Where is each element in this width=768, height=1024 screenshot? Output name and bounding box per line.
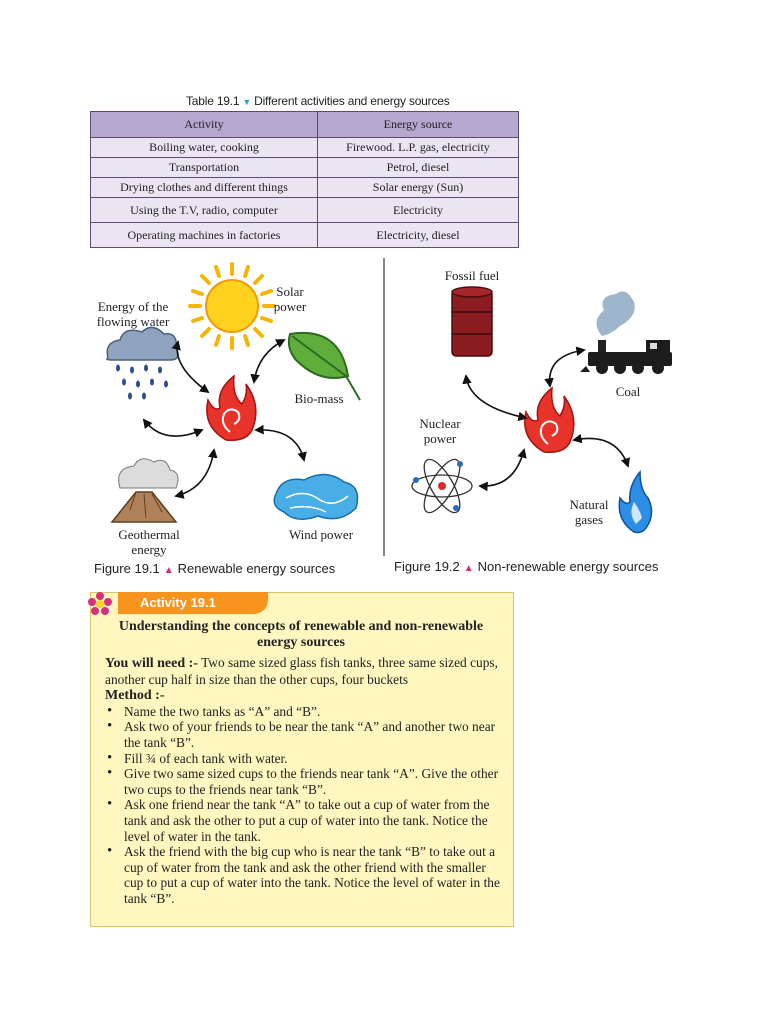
label-natural-gases: Natural gases	[569, 497, 609, 527]
table-header-row	[91, 112, 519, 138]
arrow-flame-fossil	[466, 376, 526, 418]
activity-tab-label: Activity 19.1	[140, 595, 216, 610]
arrow-flame-water	[144, 420, 202, 436]
flame-icon	[207, 376, 256, 440]
activity-tab	[118, 592, 268, 614]
wind-swirl-icon	[274, 474, 357, 519]
energy-table	[90, 111, 519, 248]
cell-activity: Using the T.V, radio, computer	[91, 198, 318, 223]
label-coal: Coal	[615, 384, 641, 399]
cell-energy-source: Electricity	[318, 198, 519, 223]
list-item: • Ask one friend near the tank “A” to take out a cup of water from the tank and ask the other to put a cup of water into the tank. Notice the level of water in the tank.	[124, 797, 507, 844]
table-row	[91, 198, 519, 223]
caption-triangle-icon: ▲	[163, 565, 174, 576]
caption-number: Figure 19.1	[94, 561, 160, 576]
arrow-flame-sun	[177, 342, 208, 392]
activity-title: Understanding the concepts of renewable and non-renewable energy sources	[118, 619, 484, 650]
cell-energy-source: Electricity, diesel	[318, 223, 519, 248]
cell-energy-source: Solar energy (Sun)	[318, 178, 519, 198]
cell-activity: Operating machines in factories	[91, 223, 318, 248]
header-energy-source: Energy source	[318, 112, 519, 138]
label-fossil-fuel: Fossil fuel	[444, 268, 500, 283]
caption-triangle-icon: ▲	[463, 563, 474, 574]
flower-icon	[87, 591, 113, 617]
atom-icon	[412, 455, 472, 518]
table-caption-number: Table 19.1	[186, 94, 240, 108]
table-row	[91, 178, 519, 198]
figure-19-1-caption	[94, 561, 335, 576]
list-item: • Ask two of your friends to be near the tank “A” and another two near the tank “B”.	[124, 719, 507, 750]
activity-box	[90, 592, 514, 927]
table-row	[91, 158, 519, 178]
table-caption	[186, 94, 450, 108]
cell-activity: Transportation	[91, 158, 318, 178]
header-activity: Activity	[91, 112, 318, 138]
leaf-icon	[289, 333, 360, 400]
list-item: • Give two same sized cups to the friends near tank “A”. Give the other two cups to the friends near tank “B”.	[124, 766, 507, 797]
label-solar-power: Solar power	[273, 284, 307, 314]
cell-activity: Drying clothes and different things	[91, 178, 318, 198]
caption-text: Renewable energy sources	[177, 561, 336, 576]
arrow-flame-coal	[550, 350, 584, 386]
gas-flame-icon	[619, 472, 651, 533]
method-heading	[105, 687, 507, 704]
cell-activity: Boiling water, cooking	[91, 138, 318, 158]
list-item: • Ask the friend with the big cup who is near the tank “B” to take out a cup of water from the tank and ask the other friend with the smaller cup to put a cup of water into the tank. Notice the level of water in the tank “B”.	[124, 844, 507, 906]
arrow-flame-wind	[256, 430, 304, 460]
activity-body	[105, 655, 507, 907]
label-nuclear-power: Nuclear power	[419, 416, 461, 446]
you-will-need-text: Two same sized glass fish tanks, three same sized cups, another cup half in size than the other cups, four buckets	[105, 655, 498, 687]
cell-energy-source: Petrol, diesel	[318, 158, 519, 178]
you-will-need	[105, 655, 507, 687]
arrow-flame-nuclear	[480, 450, 524, 486]
label-geothermal: Geothermal energy	[118, 527, 180, 557]
you-will-need-label: You will need :-	[105, 656, 198, 671]
label-biomass: Bio-mass	[294, 391, 344, 406]
list-item: • Fill ¾ of each tank with water.	[124, 751, 507, 767]
cell-energy-source: Firewood. L.P. gas, electricity	[318, 138, 519, 158]
rain-cloud-icon	[107, 327, 178, 399]
table-caption-text: Different activities and energy sources	[254, 94, 450, 108]
flame-icon	[525, 388, 574, 452]
caption-number: Figure 19.2	[394, 559, 460, 574]
caption-text: Non-renewable energy sources	[477, 559, 659, 574]
geothermal-volcano-icon	[112, 459, 178, 522]
arrow-flame-geothermal	[176, 450, 214, 496]
arrow-flame-gas	[574, 438, 628, 466]
label-wind-power: Wind power	[288, 527, 354, 542]
label-flowing-water: Energy of the flowing water	[96, 299, 170, 329]
table-row	[91, 138, 519, 158]
table-row	[91, 223, 519, 248]
figure-19-2-caption	[394, 559, 658, 574]
energy-figures	[90, 256, 678, 586]
oil-barrel-icon	[452, 287, 492, 356]
method-steps	[105, 704, 507, 907]
list-item: • Name the two tanks as “A” and “B”.	[124, 704, 507, 720]
arrow-flame-biomass	[254, 340, 284, 382]
steam-train-icon	[580, 291, 672, 374]
sun-icon	[190, 264, 274, 348]
method-label: Method :-	[105, 688, 165, 704]
caption-triangle-icon: ▼	[242, 97, 252, 107]
